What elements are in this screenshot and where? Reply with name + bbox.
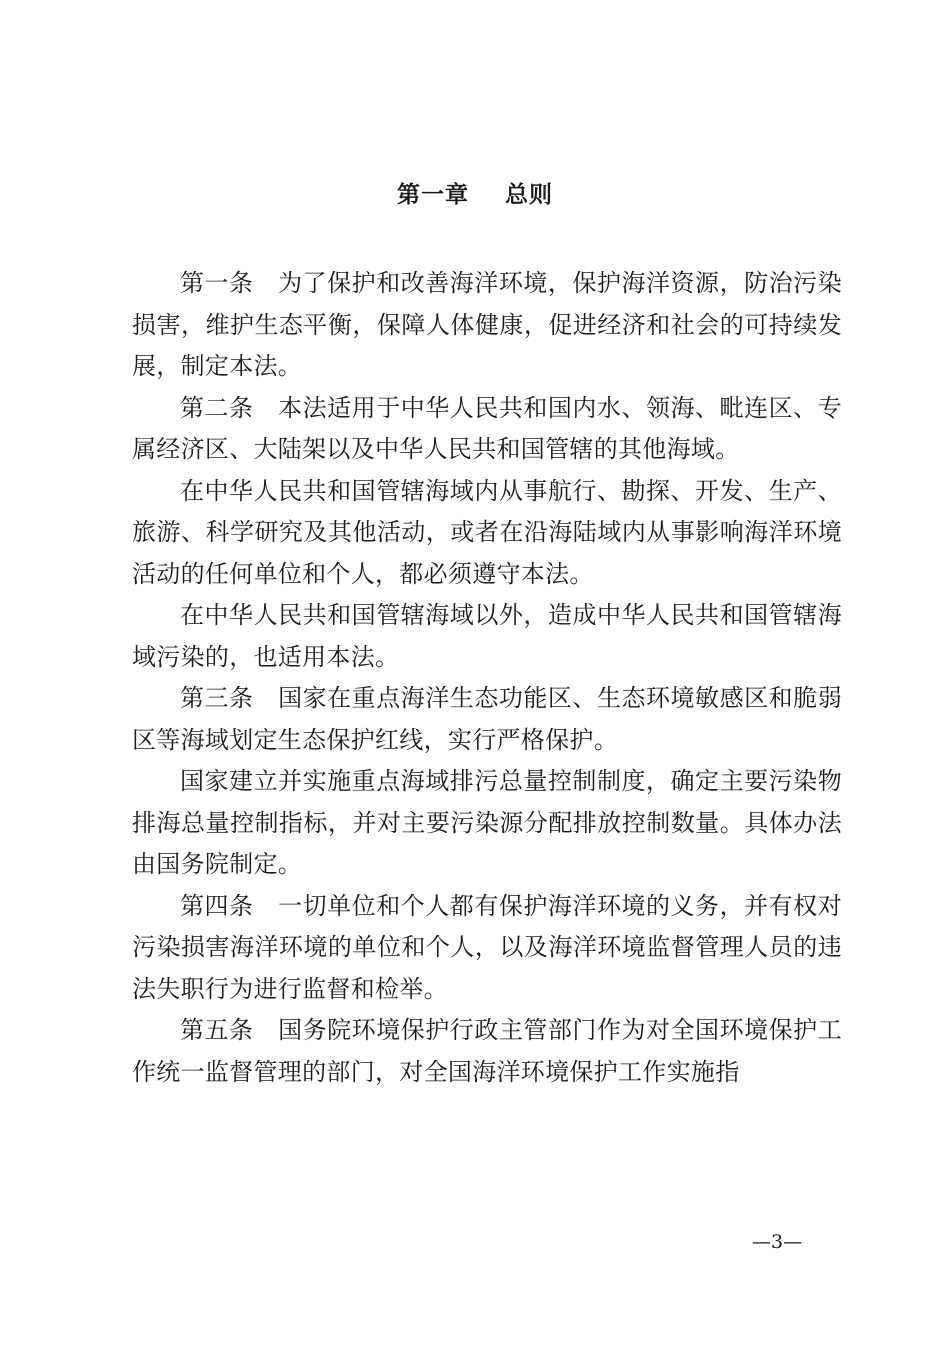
- paragraph-article-4: 第四条 一切单位和个人都有保护海洋环境的义务，并有权对污染损害海洋环境的单位和个人，以及海洋环境监督管理人员的违法失职行为进行监督和检举。: [132, 891, 842, 1003]
- paragraph-article-2: 第二条 本法适用于中华人民共和国内水、领海、毗连区、专属经济区、大陆架以及中华人民共和国管辖的其他海域。: [132, 393, 842, 463]
- paragraph-article-1: 第一条 为了保护和改善海洋环境，保护海洋资源，防治污染损害，维护生态平衡，保障人体健康，促进经济和社会的可持续发展，制定本法。: [132, 269, 842, 380]
- paragraph-article-2-clause-3: 在中华人民共和国管辖海域以外，造成中华人民共和国管辖海域污染的，也适用本法。: [132, 601, 842, 671]
- body-text: [132, 263, 842, 1093]
- paragraph-article-3-clause-2: 国家建立并实施重点海域排污总量控制制度，确定主要污染物排海总量控制指标，并对主要污染源分配排放控制数量。具体办法由国务院制定。: [132, 767, 842, 878]
- paragraph-article-3: 第三条 国家在重点海洋生态功能区、生态环境敏感区和脆弱区等海域划定生态保护红线，实行严格保护。: [132, 684, 842, 754]
- chapter-title: 第一章 总则: [396, 182, 554, 208]
- page-number: —3—: [752, 1231, 803, 1253]
- paragraph-article-2-clause-2: 在中华人民共和国管辖海域内从事航行、勘探、开发、生产、旅游、科学研究及其他活动，或者在沿海陆域内从事影响海洋环境活动的任何单位和个人，都必须遵守本法。: [132, 476, 842, 588]
- paragraph-article-5: 第五条 国务院环境保护行政主管部门作为对全国环境保护工作统一监督管理的部门，对全国海洋环境保护工作实施指: [132, 1016, 842, 1086]
